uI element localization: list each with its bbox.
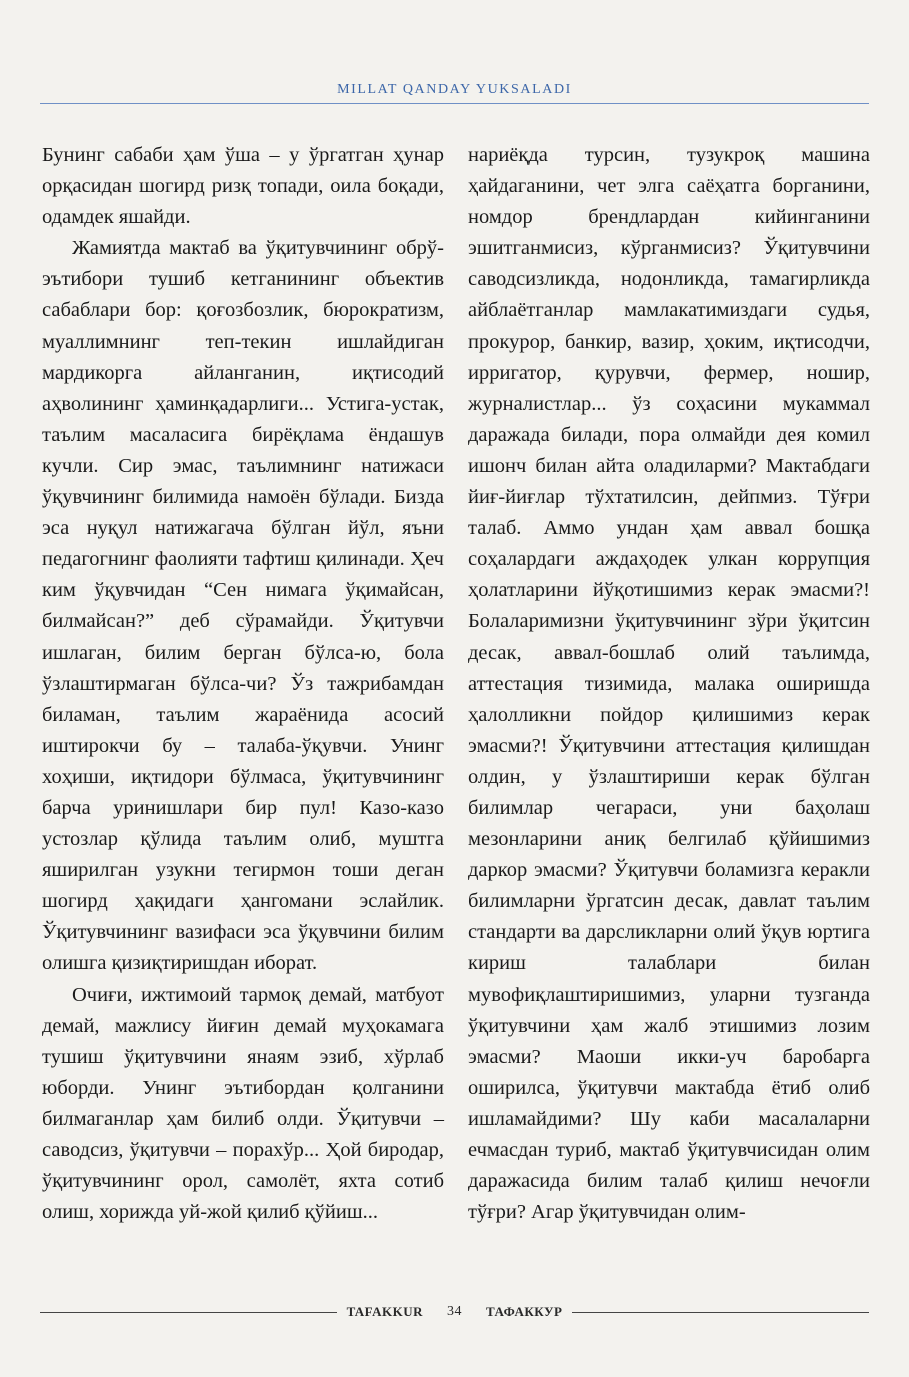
paragraph: нариёқда турсин, тузукроқ машина ҳайдаганини, чет элга саёҳатга борганини, номдор брендлардан кийинганини эшитганмисиз, кўрганмисиз? Ўқитувчини саводсизликда, нодонликда, тамагирликда айблаётганлар мамлакатимиздаги судья, прокурор, банкир, вазир, ҳоким, иқтисодчи, ирригатор, қурувчи, фермер, ношир, журналистлар... ўз соҳасини мукаммал даражада билади, пора олмайди дея комил ишонч билан айта оладиларми? Мактабдаги йиғ-йиғлар тўхтатилсин, дейпмиз. Тўғри талаб. Аммо ундан ҳам аввал бошқа соҳалардаги аждаҳодек улкан коррупция ҳолатларини йўқотишимиз керак эмасми?! Болаларимизни ўқитувчининг зўри ўқитсин десак, аввал-бошлаб олий таълимда, аттестация тизимида, малака оширишда ҳалолликни пойдор қилишимиз керак эмасми?! Ўқитувчини аттестация қилишдан олдин, у ўзлаштириши керак бўлган билимлар чегараси, уни баҳолаш мезонларини аниқ белгилаб қўйишимиз даркор эмасми? Ўқитувчи боламизга керакли билимларни ўргатсин десак, давлат таълим стандарти ва дарсликларни олий ўқув юртига кириш талаблари билан мувофиқлаштиришимиз, уларни тузганда ўқитувчини ҳам жалб этишимиз лозим эмасми? Маоши икки-уч баробарга оширилса, ўқитувчи мактабда ётиб олиб ишламайдими? Шу каби масалаларни ечмасдан туриб, мактаб ўқитувчисидан олим даражасида билим талаб қилиш нечоғли тўғри? Агар ўқитувчидан олим-: [468, 144, 870, 1224]
header-divider: [40, 103, 869, 104]
text-column-left: [42, 140, 444, 1228]
footer-label-latin: TAFAKKUR: [346, 1304, 424, 1319]
paragraph: Очиғи, ижтимоий тармоқ демай, матбуот демай, мажлису йиғин демай муҳокамага тушиш ўқитувчини янаям эзиб, хўрлаб юборди. Унинг эътибордан қолганини билмаганлар ҳам билиб олди. Ўқитувчи – саводсиз, ўқитувчи – порахўр... Ҳой биродар, ўқитувчининг орол, самолёт, яхта сотиб олиш, хорижда уй-жой қилиб қўйиш...: [42, 983, 444, 1224]
header-title: MILLAT QANDAY YUKSALADI: [337, 82, 572, 97]
page-footer: [40, 1302, 869, 1322]
text-column-right: [468, 140, 870, 1228]
running-header: [40, 78, 869, 98]
paragraph: Жамиятда мактаб ва ўқитувчининг обрў-эътибори тушиб кетганининг объектив сабаблари бор: қоғозбозлик, бюрократизм, муаллимнинг теп-текин ишлайдиган мардикорга айланганин, иқтисодий аҳволининг ҳаминқадарлиги... Устига-устак, таълим масаласига бирёқлама ёндашув кучли. Сир эмас, таълимнинг натижаси ўқувчининг билимида намоён бўлади. Бизда эса нуқул натижагача бўлган йўл, яъни педагогнинг фаолияти тафтиш қилинади. Ҳеч ким ўқувчидан “Сен нимага ўқимайсан, билмайсан?” деб сўрамайди. Ўқитувчи ишлаган, билим берган бўлса-ю, бола ўзлаштирмаган бўлса-чи? Ўз тажрибамдан биламан, таълим жараёнида асосий иштирокчи бу – талаба-ўқувчи. Унинг хоҳиши, иқтидори бўлмаса, ўқитувчининг барча уринишлари бир пул! Казо-казо устозлар қўлида таълим олиб, муштга яширилган узукни тегирмон тоши деган шогирд ҳақидаги ҳангомани эслайлик. Ўқитувчининг вазифаси эса ўқувчини билим олишга қизиқтиришдан иборат.: [42, 237, 444, 975]
page-number: 34: [447, 1304, 463, 1319]
footer-label-cyrillic: ТАФАККУР: [486, 1304, 563, 1319]
footer-divider-right: [572, 1312, 869, 1313]
footer-divider-left: [40, 1312, 337, 1313]
paragraph: Бунинг сабаби ҳам ўша – у ўргатган ҳунар орқасидан шогирд ризқ топади, оила боқади, одамдек яшайди.: [42, 144, 444, 229]
